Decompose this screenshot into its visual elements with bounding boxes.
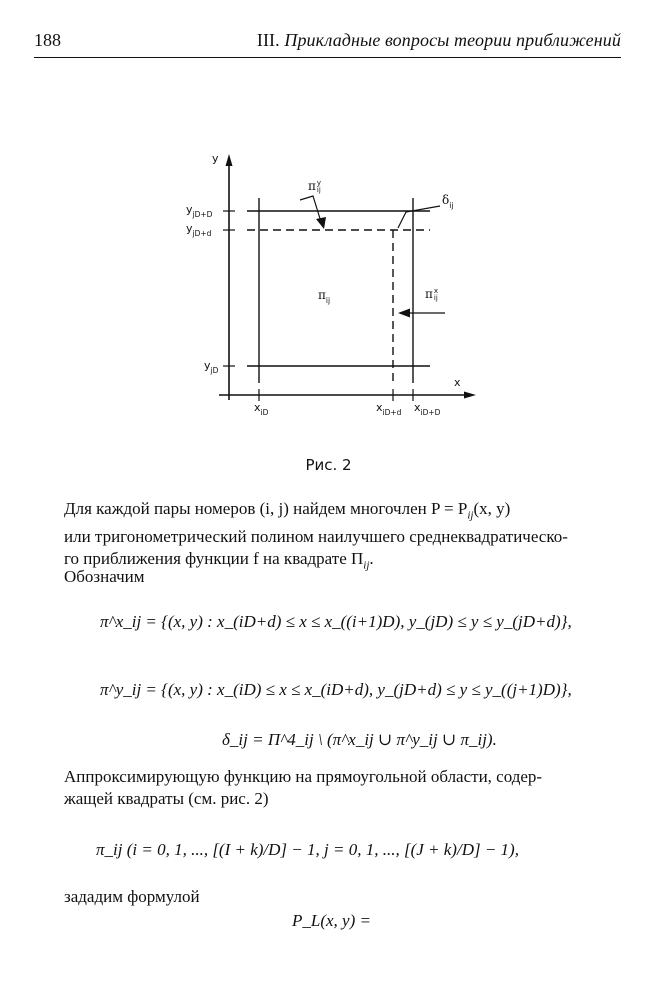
delta-sub: ij [449,201,454,210]
formula-pi-y [100,680,572,700]
running-title-section: III. [256,30,280,50]
pi-x-label [425,288,438,302]
formula-pi-range-text: π_ij (i = 0, 1, ..., [(I + k)/D] − 1, j = 0, 1, ..., [(J + k)/D] − 1), [96,840,519,859]
pi-y-base: π [308,179,316,193]
pi-x-sup: x [433,287,439,295]
pointer-pi-x-arrow [398,309,410,318]
y-mid-label [186,222,212,238]
pi-y-sup: y [316,179,322,187]
formula-PL-text: P_L(x, y) = [292,911,371,930]
formula-pi-y-text: π^y_ij = {(x, y) : x_(iD) ≤ x ≤ x_(iD+d), y_(jD+d) ≤ y ≤ y_((j+1)D)}, [100,680,572,699]
x-left-base: x [254,401,261,414]
paragraph-2 [64,766,624,810]
page-number: 188 [34,30,61,50]
pi-center-sub: ij [325,296,331,305]
x-right-sub: iD+D [420,408,441,417]
x-right-label [414,401,441,417]
pi-x-sub: ij [433,294,438,302]
para1-line1 [64,498,624,526]
pi-x-base: π [425,287,433,301]
para1-line1-end: (x, y) [473,499,511,518]
para1-line1-sub: ij [467,509,474,522]
formula-delta-text: δ_ij = Π^4_ij \ (π^x_ij ∪ π^y_ij ∪ π_ij). [222,730,497,749]
figure-2 [0,0,657,460]
pi-center-base: π [318,288,326,302]
x-mid-sub: iD+d [382,408,402,417]
x-right-base: x [414,401,421,414]
y-top-label [186,203,213,219]
formula-pi-x [100,612,572,632]
x-left-sub: iD [260,408,269,417]
delta-base: δ [442,193,450,207]
y-low-label [204,359,219,375]
pointer-delta [398,206,440,228]
para1-line3-end: . [369,549,374,569]
figure-diagram [0,0,657,460]
y-low-sub: jD [210,366,219,375]
y-low-base: y [204,359,211,372]
y-mid-sub: jD+d [192,229,212,238]
x-mid-label [376,401,402,417]
x-axis-label: x [454,376,461,389]
para1-line2: или тригонометрический полином наилучшего среднеквадратическо- [64,527,568,547]
para1-line1-text: Для каждой пары номеров (i, j) найдем многочлен P = P [64,499,468,518]
x-axis-arrow [464,392,476,399]
y-top-base: y [186,203,193,216]
x-left-label [254,401,269,417]
y-top-sub: jD+D [192,210,213,219]
paragraph-1 [64,498,624,577]
formula-PL [292,911,371,931]
para1-line3 [64,548,624,576]
para1-line3-sub: ij [363,559,370,572]
delta-label [442,193,454,210]
para1-line3-text: го приближения функции f на квадрате Π [64,549,364,569]
pointer-pi-y-arrow [316,217,326,229]
pi-y-sub: ij [316,186,321,194]
y-mid-base: y [186,222,193,235]
pi-center-label [318,288,331,305]
notation-label: Обозначим [64,567,145,586]
formula-pi-x-text: π^x_ij = {(x, y) : x_(iD+d) ≤ x ≤ x_((i+1)D), y_(jD) ≤ y ≤ y_(jD+d)}, [100,612,572,631]
x-mid-base: x [376,401,383,414]
running-title-text: Прикладные вопросы теории приближений [284,30,621,50]
figure-caption: Рис. 2 [305,456,352,474]
para2-line2: жащей квадраты (см. рис. 2) [64,789,269,808]
pi-y-label [308,180,321,194]
zadadim-text: зададим формулой [64,887,200,906]
y-axis-label: y [212,152,219,165]
y-axis-arrow [226,154,233,166]
formula-delta [222,730,497,750]
formula-pi-range [96,840,519,860]
para2-line1: Аппроксимирующую функцию на прямоугольной области, содер- [64,767,543,786]
